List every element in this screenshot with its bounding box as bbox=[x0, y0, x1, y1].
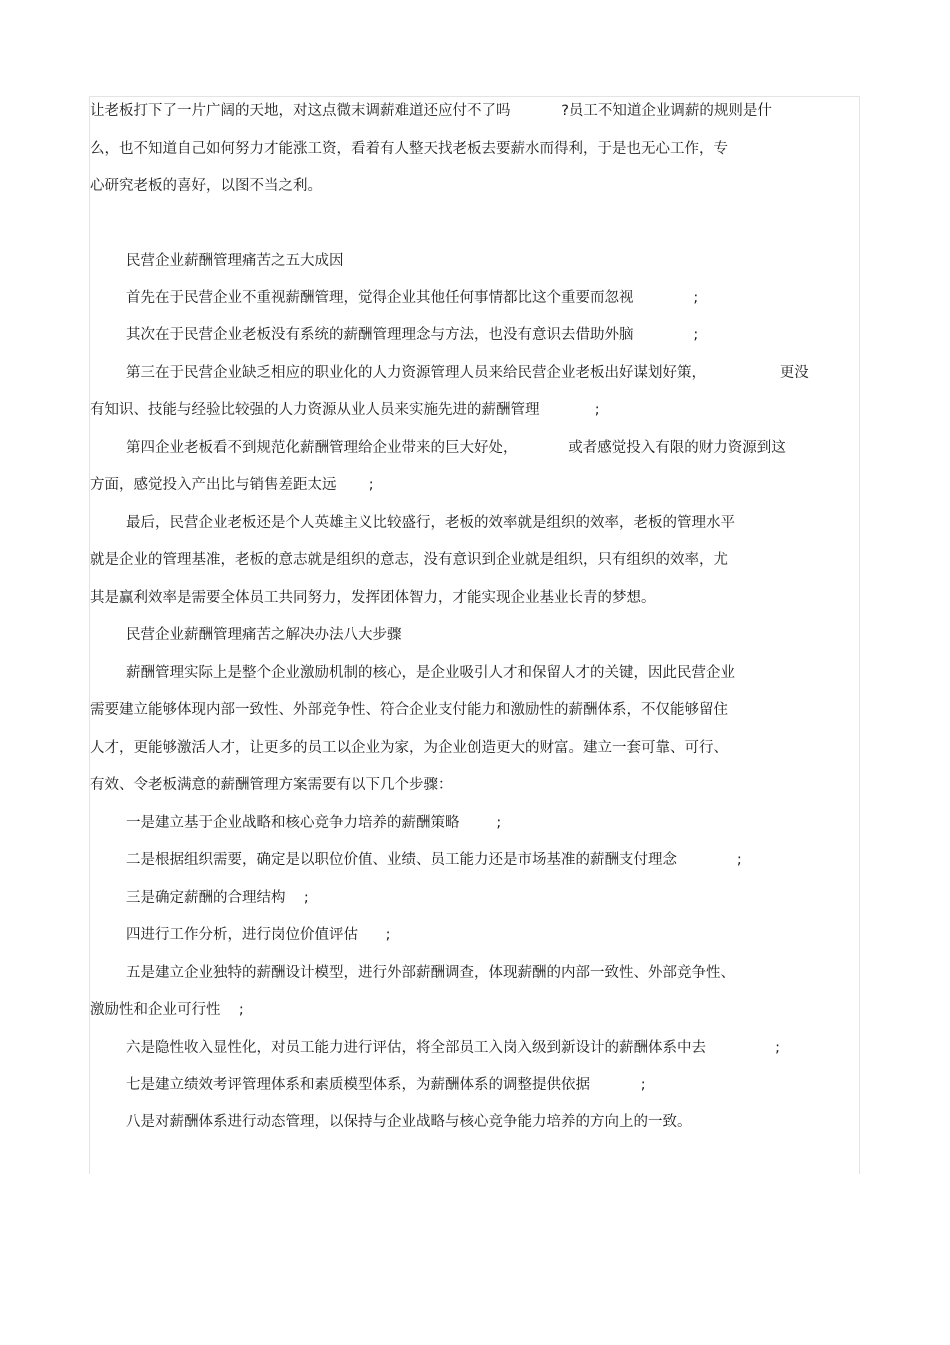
text-line: 有效、令老板满意的薪酬管理方案需要有以下几个步骤： bbox=[90, 777, 453, 793]
text-line: 让老板打下了一片广阔的天地，对这点微末调薪难道还应付不了吗 ?员工不知道企业调薪的规则是什 bbox=[90, 103, 772, 119]
text-line: 三是确定薪酬的合理结构 ; bbox=[126, 890, 309, 906]
text-line: 六是隐性收入显性化，对员工能力进行评估，将全部员工入岗入级到新设计的薪酬体系中去 ; bbox=[126, 1040, 781, 1056]
text-line: 需要建立能够体现内部一致性、外部竞争性、符合企业支付能力和激励性的薪酬体系，不仅能够留住 bbox=[90, 702, 728, 718]
text-line: 么，也不知道自己如何努力才能涨工资，看着有人整天找老板去要薪水而得利，于是也无心工作，专 bbox=[90, 141, 728, 157]
text-line: 其次在于民营企业老板没有系统的薪酬管理理念与方法，也没有意识去借助外脑 ; bbox=[126, 327, 699, 343]
section-heading: 民营企业薪酬管理痛苦之解决办法八大步骤 bbox=[126, 627, 402, 643]
text-line: 方面，感觉投入产出比与销售差距太远 ; bbox=[90, 477, 374, 493]
text-line: 四进行工作分析，进行岗位价值评估 ; bbox=[126, 927, 391, 943]
text-line: 心研究老板的喜好，以图不当之利。 bbox=[90, 178, 322, 194]
text-line: 八是对薪酬体系进行动态管理，以保持与企业战略与核心竞争能力培养的方向上的一致。 bbox=[126, 1114, 692, 1130]
text-line: 最后，民营企业老板还是个人英雄主义比较盛行，老板的效率就是组织的效率，老板的管理水平 bbox=[126, 515, 735, 531]
text-line: 其是赢利效率是需要全体员工共同努力，发挥团体智力，才能实现企业基业长青的梦想。 bbox=[90, 590, 656, 606]
text-line: 第四企业老板看不到规范化薪酬管理给企业带来的巨大好处， 或者感觉投入有限的财力资源到这 bbox=[126, 440, 786, 456]
text-line: 首先在于民营企业不重视薪酬管理，觉得企业其他任何事情都比这个重要而忽视 ; bbox=[126, 290, 699, 306]
text-line: 有知识、技能与经验比较强的人力资源从业人员来实施先进的薪酬管理 ; bbox=[90, 402, 600, 418]
text-line: 人才，更能够激活人才，让更多的员工以企业为家，为企业创造更大的财富。建立一套可靠、可行、 bbox=[90, 740, 728, 756]
text-line: 激励性和企业可行性 ; bbox=[90, 1002, 244, 1018]
text-line: 就是企业的管理基准，老板的意志就是组织的意志，没有意识到企业就是组织，只有组织的效率，尤 bbox=[90, 552, 728, 568]
text-line: 一是建立基于企业战略和核心竞争力培养的薪酬策略 ; bbox=[126, 815, 502, 831]
text-line: 五是建立企业独特的薪酬设计模型，进行外部薪酬调查，体现薪酬的内部一致性、外部竞争性、 bbox=[126, 965, 735, 981]
text-line: 二是根据组织需要，确定是以职位价值、业绩、员工能力还是市场基准的薪酬支付理念 ; bbox=[126, 852, 742, 868]
text-line: 第三在于民营企业缺乏相应的职业化的人力资源管理人员来给民营企业老板出好谋划好策， 更没 bbox=[126, 365, 809, 381]
text-line: 七是建立绩效考评管理体系和素质模型体系，为薪酬体系的调整提供依据 ; bbox=[126, 1077, 646, 1093]
text-line: 薪酬管理实际上是整个企业激励机制的核心，是企业吸引人才和保留人才的关键，因此民营企业 bbox=[126, 665, 735, 681]
section-heading: 民营企业薪酬管理痛苦之五大成因 bbox=[126, 253, 344, 269]
